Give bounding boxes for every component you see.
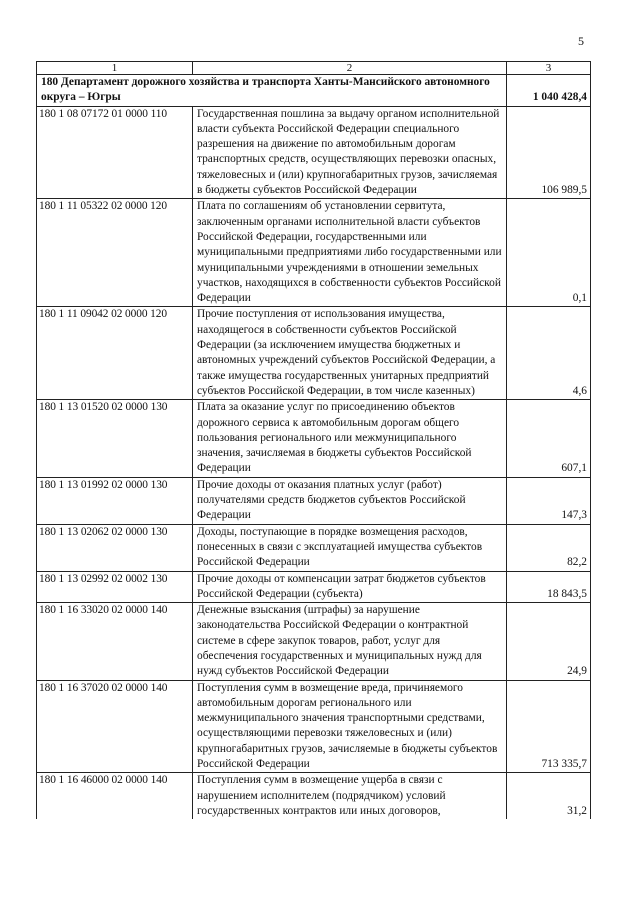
income-code: 180 1 16 33020 02 0000 140 — [37, 603, 193, 680]
table-row — [37, 524, 591, 571]
income-description: Прочие доходы от компенсации затрат бюджетов субъектов Российской Федерации (субъекта) — [193, 571, 507, 603]
table-row — [37, 680, 591, 773]
column-number: 2 — [193, 62, 507, 75]
revenue-table — [36, 61, 591, 819]
income-description: Поступления сумм в возмещение вреда, причиняемого автомобильным дорогам регионального или межмуниципального значения транспортными средствами, осуществляющими перевозки тяжеловесных и (или) крупногабаритных грузов, зачисляемые в бюджеты субъектов Российской Федерации — [193, 680, 507, 773]
income-description: Доходы, поступающие в порядке возмещения расходов, понесенных в связи с эксплуатацией имущества субъектов Российской Федерации — [193, 524, 507, 571]
income-code: 180 1 13 02062 02 0000 130 — [37, 524, 193, 571]
income-description: Государственная пошлина за выдачу органом исполнительной власти субъекта Российской Федерации специального разрешения на движение по автомобильным дорогам транспортных средств, осуществляющих перевозки опасных, тяжеловесных и (или) крупногабаритных грузов, зачисляемая в бюджеты субъектов Российской Федерации — [193, 106, 507, 199]
income-amount: 607,1 — [507, 400, 591, 477]
income-description: Прочие доходы от оказания платных услуг (работ) получателями средств бюджетов субъектов Российской Федерации — [193, 477, 507, 524]
table-row — [37, 199, 591, 307]
table-row — [37, 773, 591, 819]
income-amount: 147,3 — [507, 477, 591, 524]
income-code: 180 1 16 37020 02 0000 140 — [37, 680, 193, 773]
income-code: 180 1 13 02992 02 0002 130 — [37, 571, 193, 603]
income-description: Плата за оказание услуг по присоединению объектов дорожного сервиса к автомобильным дорогам общего пользования регионального или межмуниципального значения, зачисляемая в бюджеты субъектов Российской Федерации — [193, 400, 507, 477]
income-description: Прочие поступления от использования имущества, находящегося в собственности субъектов Российской Федерации (за исключением имущества бюджетных и автономных учреждений субъектов Российской Федерации, а также имущества государственных унитарных предприятий субъектов Российской Федерации, в том числе казенных) — [193, 307, 507, 400]
income-amount: 106 989,5 — [507, 106, 591, 199]
table-row — [37, 603, 591, 680]
income-amount: 4,6 — [507, 307, 591, 400]
income-code: 180 1 13 01520 02 0000 130 — [37, 400, 193, 477]
income-amount: 18 843,5 — [507, 571, 591, 603]
department-amount: 1 040 428,4 — [507, 75, 591, 107]
income-amount: 82,2 — [507, 524, 591, 571]
table-row — [37, 106, 591, 199]
table-row — [37, 400, 591, 477]
income-code: 180 1 08 07172 01 0000 110 — [37, 106, 193, 199]
income-description: Плата по соглашениям об установлении сервитута, заключенным органами исполнительной власти субъектов Российской Федерации, государственными или муниципальными предприятиями либо государственными или муниципальными учреждениями в отношении земельных участков, находящихся в собственности субъектов Российской Федерации — [193, 199, 507, 307]
department-title: 180 Департамент дорожного хозяйства и транспорта Ханты-Мансийского автономного округа – Югры — [37, 75, 507, 107]
department-row — [37, 75, 591, 107]
income-amount: 0,1 — [507, 199, 591, 307]
income-code: 180 1 13 01992 02 0000 130 — [37, 477, 193, 524]
column-number: 1 — [37, 62, 193, 75]
table-row — [37, 477, 591, 524]
income-description: Поступления сумм в возмещение ущерба в связи с нарушением исполнителем (подрядчиком) условий государственных контрактов или иных договоров, — [193, 773, 507, 819]
page-number: 5 — [578, 34, 584, 48]
income-code: 180 1 16 46000 02 0000 140 — [37, 773, 193, 819]
income-description: Денежные взыскания (штрафы) за нарушение законодательства Российской Федерации о контрактной системе в сфере закупок товаров, работ, услуг для обеспечения государственных и муниципальных нужд для нужд субъектов Российской Федерации — [193, 603, 507, 680]
income-amount: 713 335,7 — [507, 680, 591, 773]
income-amount: 24,9 — [507, 603, 591, 680]
column-number: 3 — [507, 62, 591, 75]
income-amount: 31,2 — [507, 773, 591, 819]
income-code: 180 1 11 05322 02 0000 120 — [37, 199, 193, 307]
table-row — [37, 571, 591, 603]
column-number-row — [37, 62, 591, 75]
income-code: 180 1 11 09042 02 0000 120 — [37, 307, 193, 400]
table-row — [37, 307, 591, 400]
